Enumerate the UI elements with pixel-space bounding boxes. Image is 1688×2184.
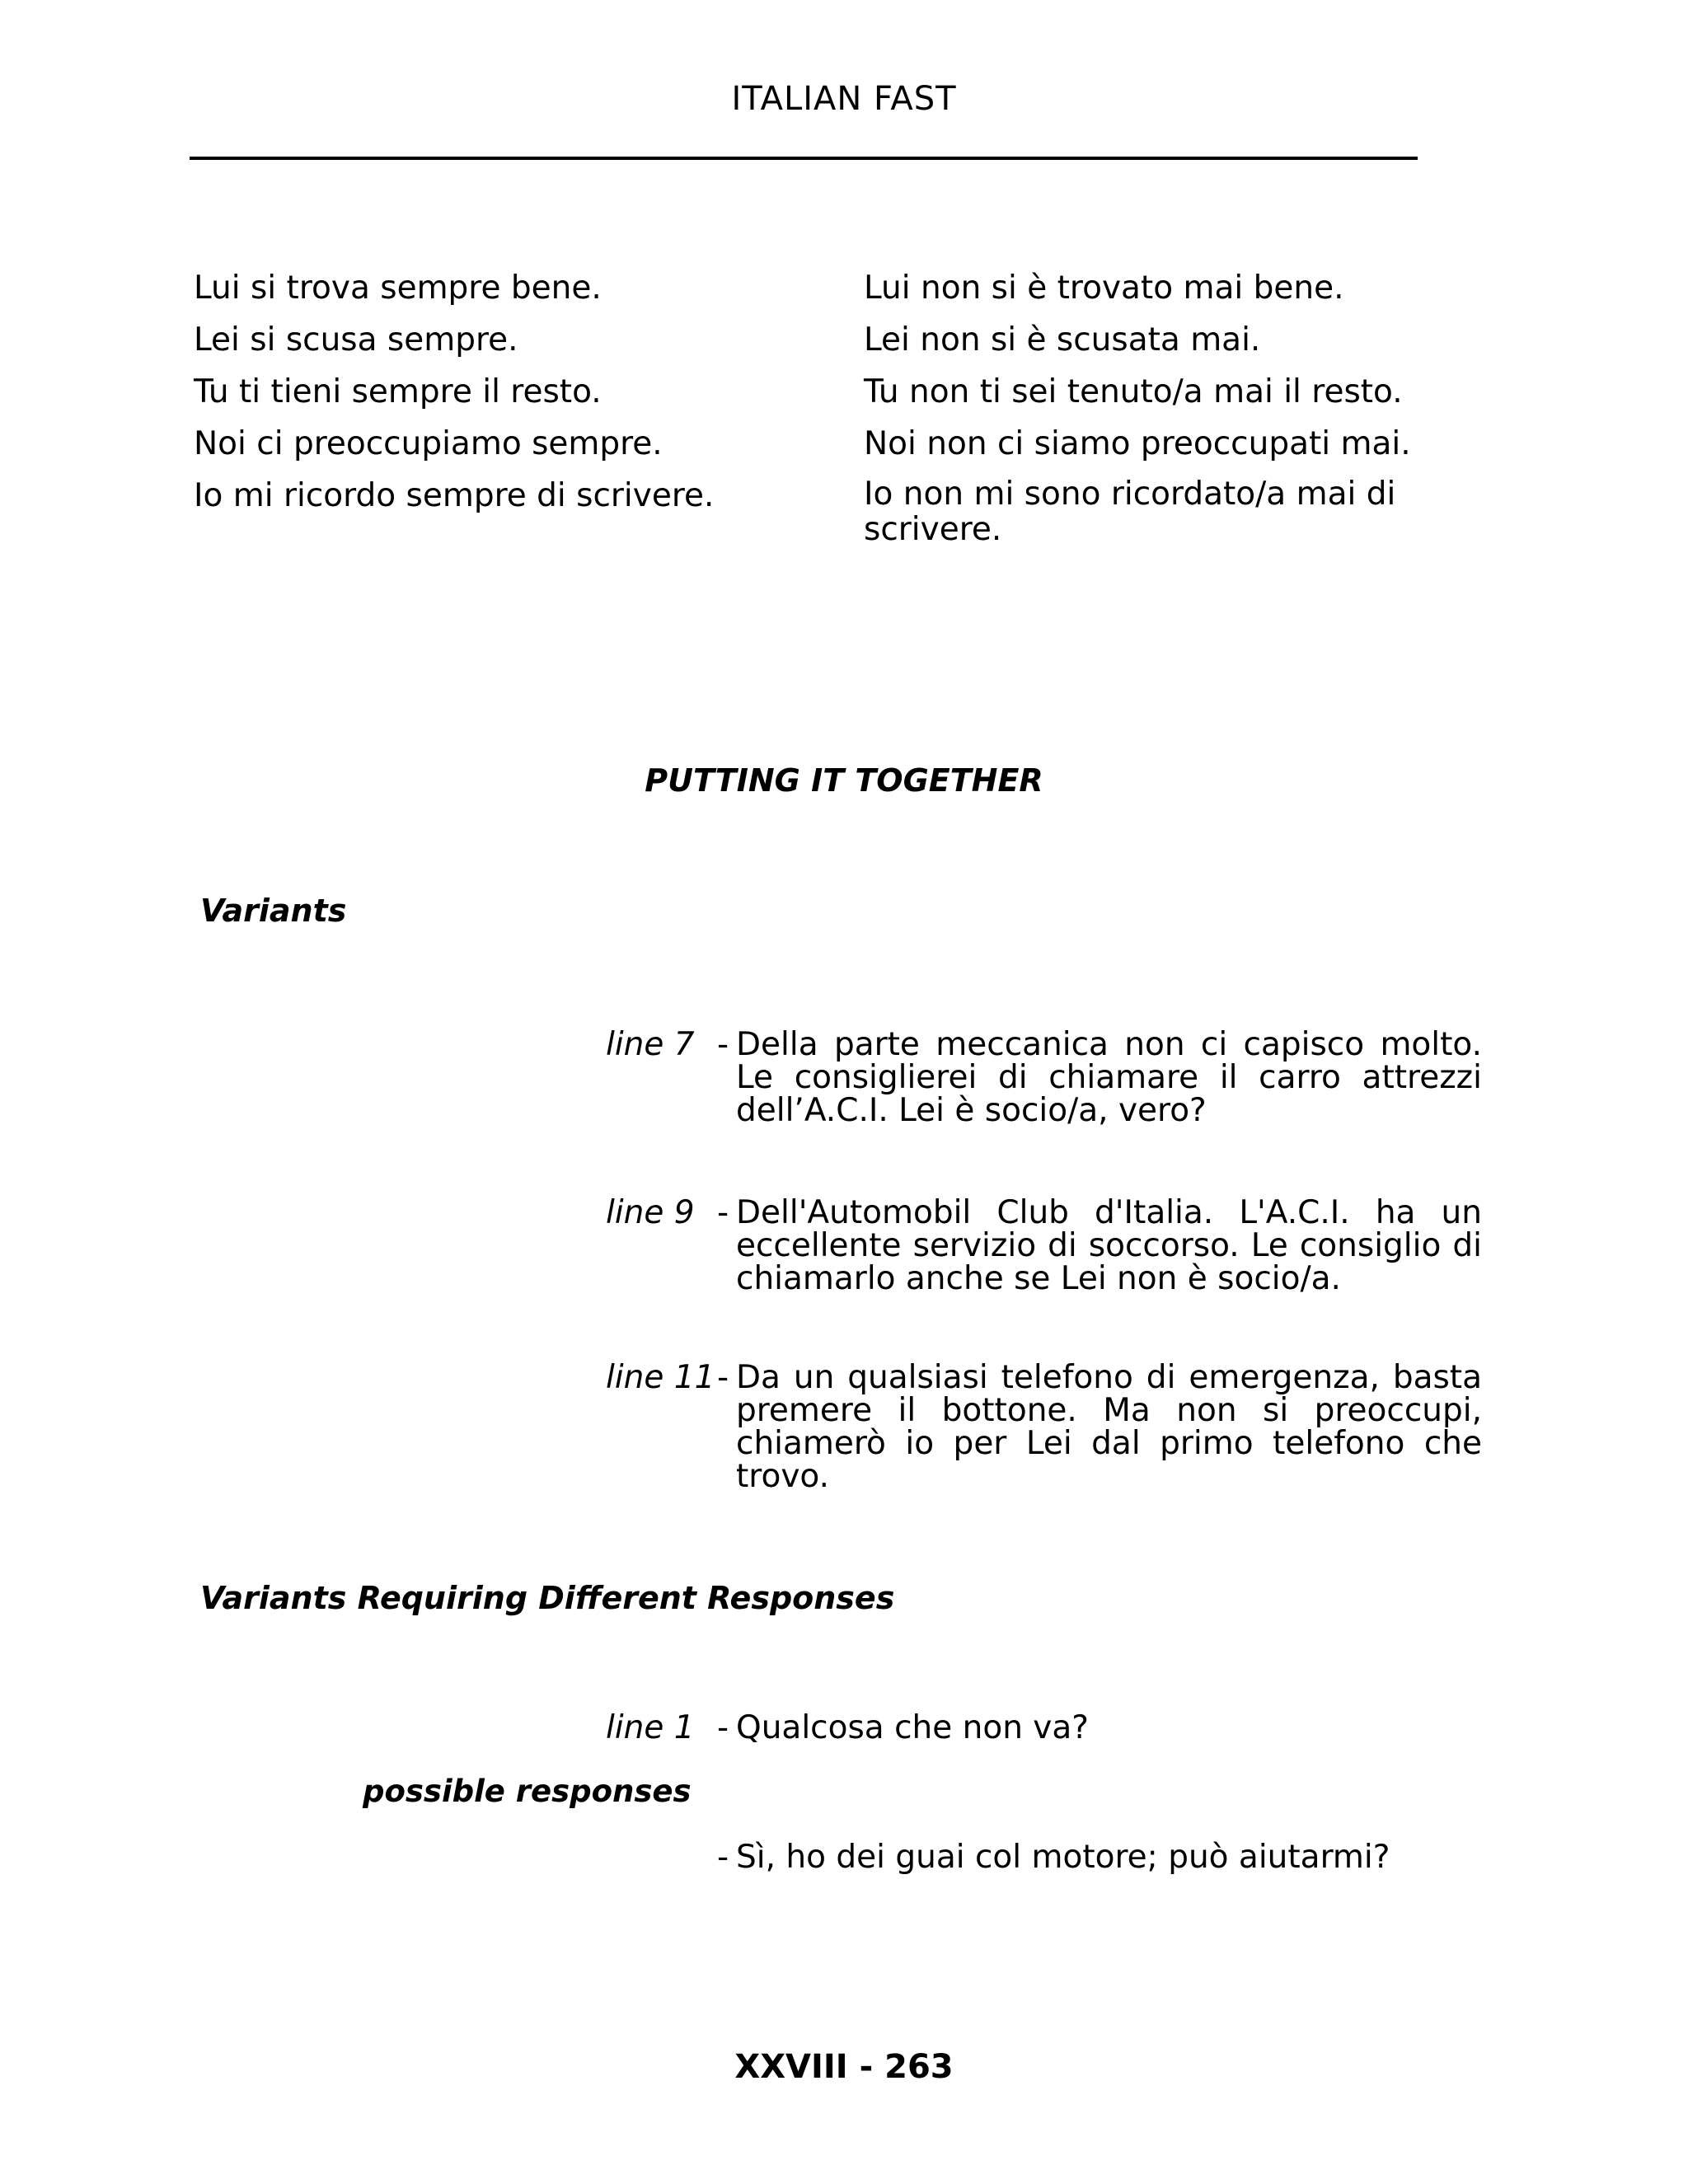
variant-text: Dell'Automobil Club d'Italia. L'A.C.I. ha un eccellente servizio di soccorso. Le consiglio di chiamarlo anche se Lei non è socio/a. xyxy=(736,1194,1482,1297)
dialogue-dash: - xyxy=(717,1359,729,1396)
drill-left-column xyxy=(194,262,845,522)
running-header: ITALIAN FAST xyxy=(731,80,957,118)
drill-left-sentence: Tu ti tieni sempre il resto. xyxy=(194,373,602,410)
line-label: line 11 xyxy=(606,1359,715,1396)
drill-right-sentence: Tu non ti sei tenuto/a mai il resto. xyxy=(864,373,1403,410)
response-text: Sì, ho dei guai col motore; può aiutarmi? xyxy=(736,1839,1390,1876)
drill-right-sentence: Lui non si è trovato mai bene. xyxy=(864,269,1344,307)
drill-left-sentence: Lei si scusa sempre. xyxy=(194,321,518,359)
drill-right-column xyxy=(864,262,1457,547)
variants-heading: Variants xyxy=(200,893,347,929)
drill-left-sentence: Io mi ricordo sempre di scrivere. xyxy=(194,477,715,514)
possible-responses-label: possible responses xyxy=(363,1774,692,1809)
dialogue-dash: - xyxy=(717,1194,729,1231)
drill-right-sentence: Io non mi sono ricordato/a mai di scrivere. xyxy=(864,476,1396,548)
dialogue-dash: - xyxy=(717,1709,729,1746)
line-label: line 7 xyxy=(606,1026,695,1063)
drill-left-sentence: Lui si trova sempre bene. xyxy=(194,269,602,307)
drill-left-sentence: Noi ci preoccupiamo sempre. xyxy=(194,425,663,462)
dialogue-dash: - xyxy=(717,1839,729,1876)
header-rule xyxy=(190,157,1418,160)
drill-right-sentence: Noi non ci siamo preoccupati mai. xyxy=(864,425,1411,462)
drill-right-sentence: Lei non si è scusata mai. xyxy=(864,321,1261,359)
dialogue-dash: - xyxy=(717,1026,729,1063)
variant-text: Qualcosa che non va? xyxy=(736,1709,1089,1746)
section-title: PUTTING IT TOGETHER xyxy=(645,762,1043,799)
page-number: XXVIII - 263 xyxy=(734,2048,954,2086)
line-label: line 1 xyxy=(606,1709,695,1746)
variant-text: Della parte meccanica non ci capisco molto. Le consiglierei di chiamare il carro attrezzi dell’A.C.I. Lei è socio/a, vero? xyxy=(736,1026,1482,1129)
variants-different-heading: Variants Requiring Different Responses xyxy=(200,1580,895,1616)
line-label: line 9 xyxy=(606,1194,695,1231)
variant-text: Da un qualsiasi telefono di emergenza, basta premere il bottone. Ma non si preoccupi, chiamerò io per Lei dal primo telefono che trovo. xyxy=(736,1359,1482,1495)
